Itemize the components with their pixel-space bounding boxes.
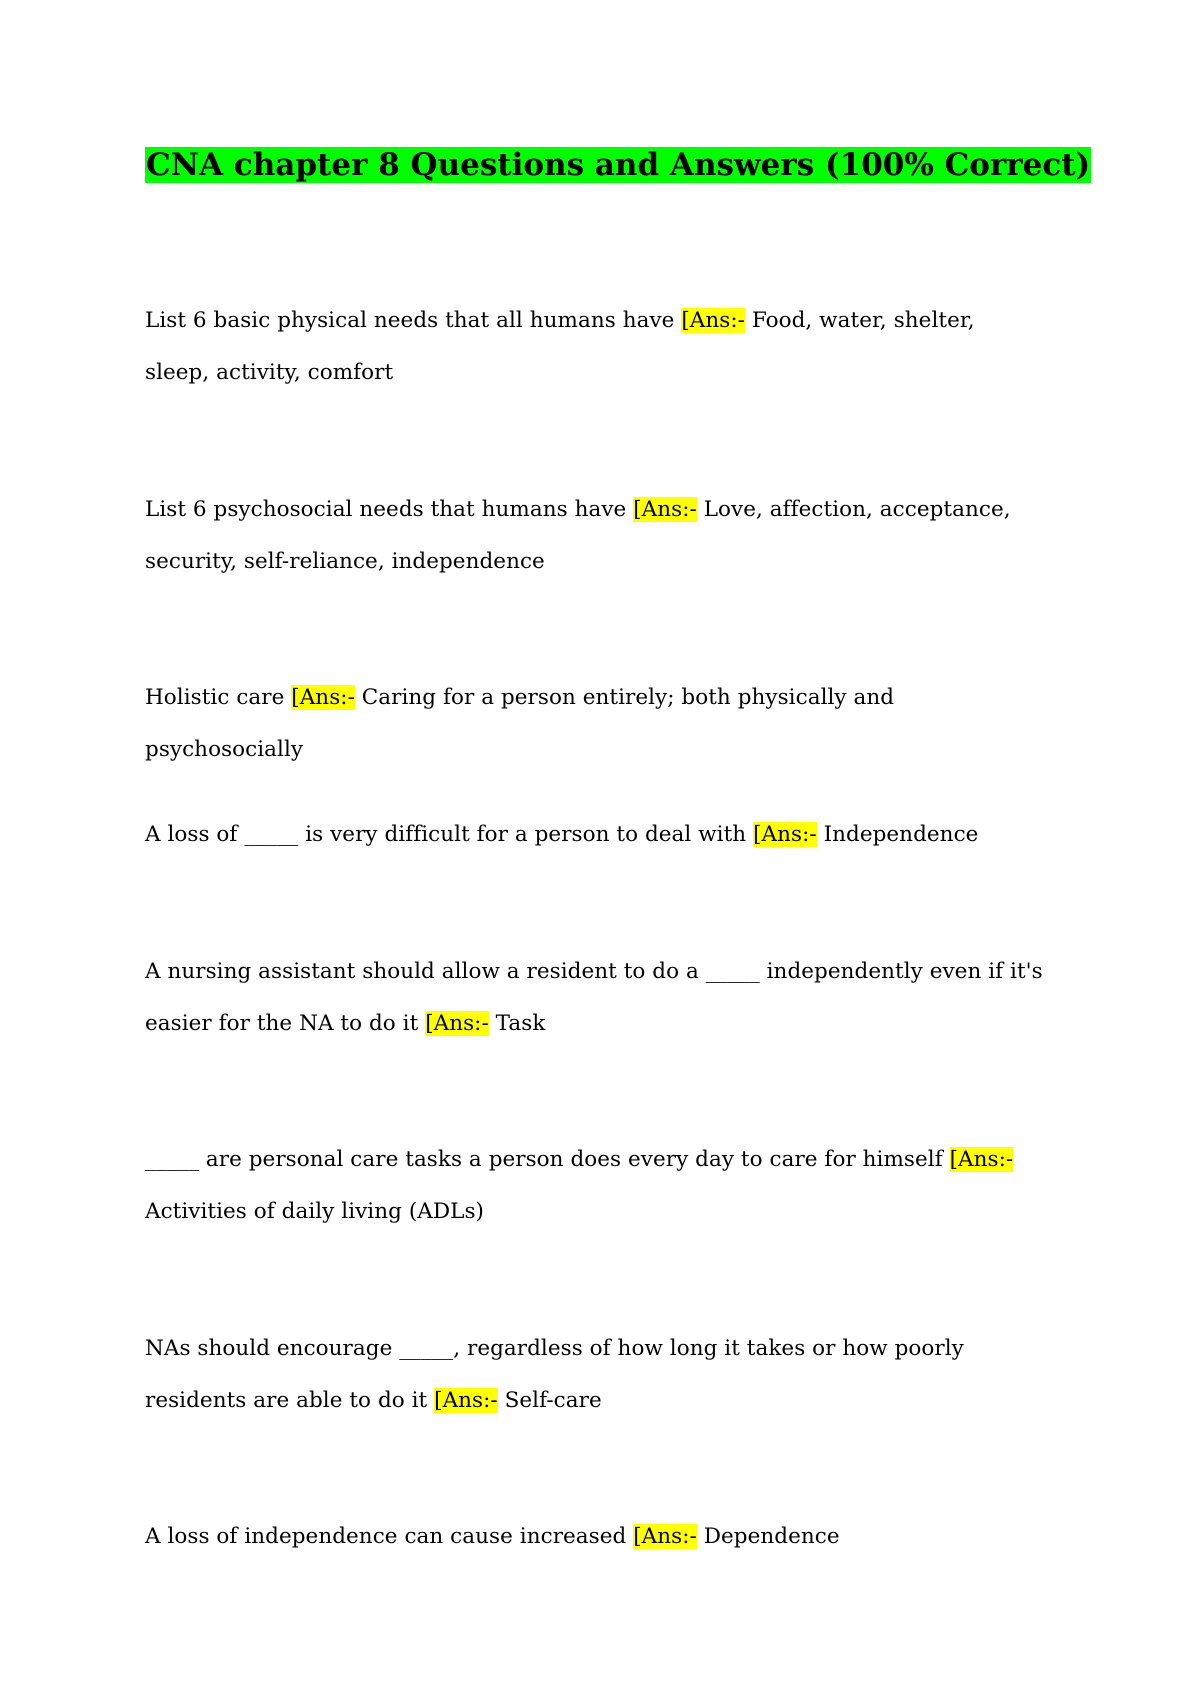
answer-text: Food, water, shelter, sleep, activity, comfort [145, 308, 975, 385]
document-title [145, 142, 1091, 188]
answer-text: Love, affection, acceptance, security, self-reliance, independence [145, 497, 1011, 574]
question-text: List 6 psychosocial needs that humans have [145, 497, 634, 522]
answer-text: Task [488, 1011, 546, 1036]
qa-item [145, 295, 1045, 399]
answer-marker: [Ans:- [633, 497, 697, 522]
answer-text: Self-care [497, 1388, 602, 1413]
qa-item [145, 1134, 1045, 1238]
answer-text: Caring for a person entirely; both physically and psychosocially [145, 685, 895, 762]
answer-marker: [Ans:- [633, 1524, 697, 1549]
qa-item [145, 809, 1045, 861]
title-text: CNA chapter 8 Questions and Answers (100% Correct) [146, 147, 1091, 183]
question-text: A loss of independence can cause increased [145, 1524, 634, 1549]
question-text: A nursing assistant should allow a resident to do a _____ independently even if it's easier for the NA to do it [145, 959, 1043, 1036]
question-text: NAs should encourage _____, regardless of how long it takes or how poorly residents are able to do it [145, 1336, 964, 1413]
question-text: _____ are personal care tasks a person does every day to care for himself [145, 1147, 950, 1172]
question-text: A loss of _____ is very difficult for a person to deal with [145, 822, 754, 847]
answer-marker: [Ans:- [425, 1011, 489, 1036]
qa-item [145, 946, 1045, 1050]
qa-item [145, 484, 1045, 588]
question-text: List 6 basic physical needs that all humans have [145, 308, 682, 333]
qa-item [145, 1511, 1045, 1563]
qa-item [145, 672, 1045, 776]
answer-text: Independence [816, 822, 979, 847]
answer-text: Activities of daily living (ADLs) [145, 1199, 484, 1224]
answer-marker: [Ans:- [434, 1388, 498, 1413]
answer-marker: [Ans:- [681, 308, 745, 333]
question-text: Holistic care [145, 685, 292, 710]
answer-marker: [Ans:- [753, 822, 817, 847]
qa-item [145, 1323, 1045, 1427]
answer-text: Dependence [696, 1524, 840, 1549]
answer-marker: [Ans:- [949, 1147, 1014, 1172]
answer-marker: [Ans:- [291, 685, 355, 710]
